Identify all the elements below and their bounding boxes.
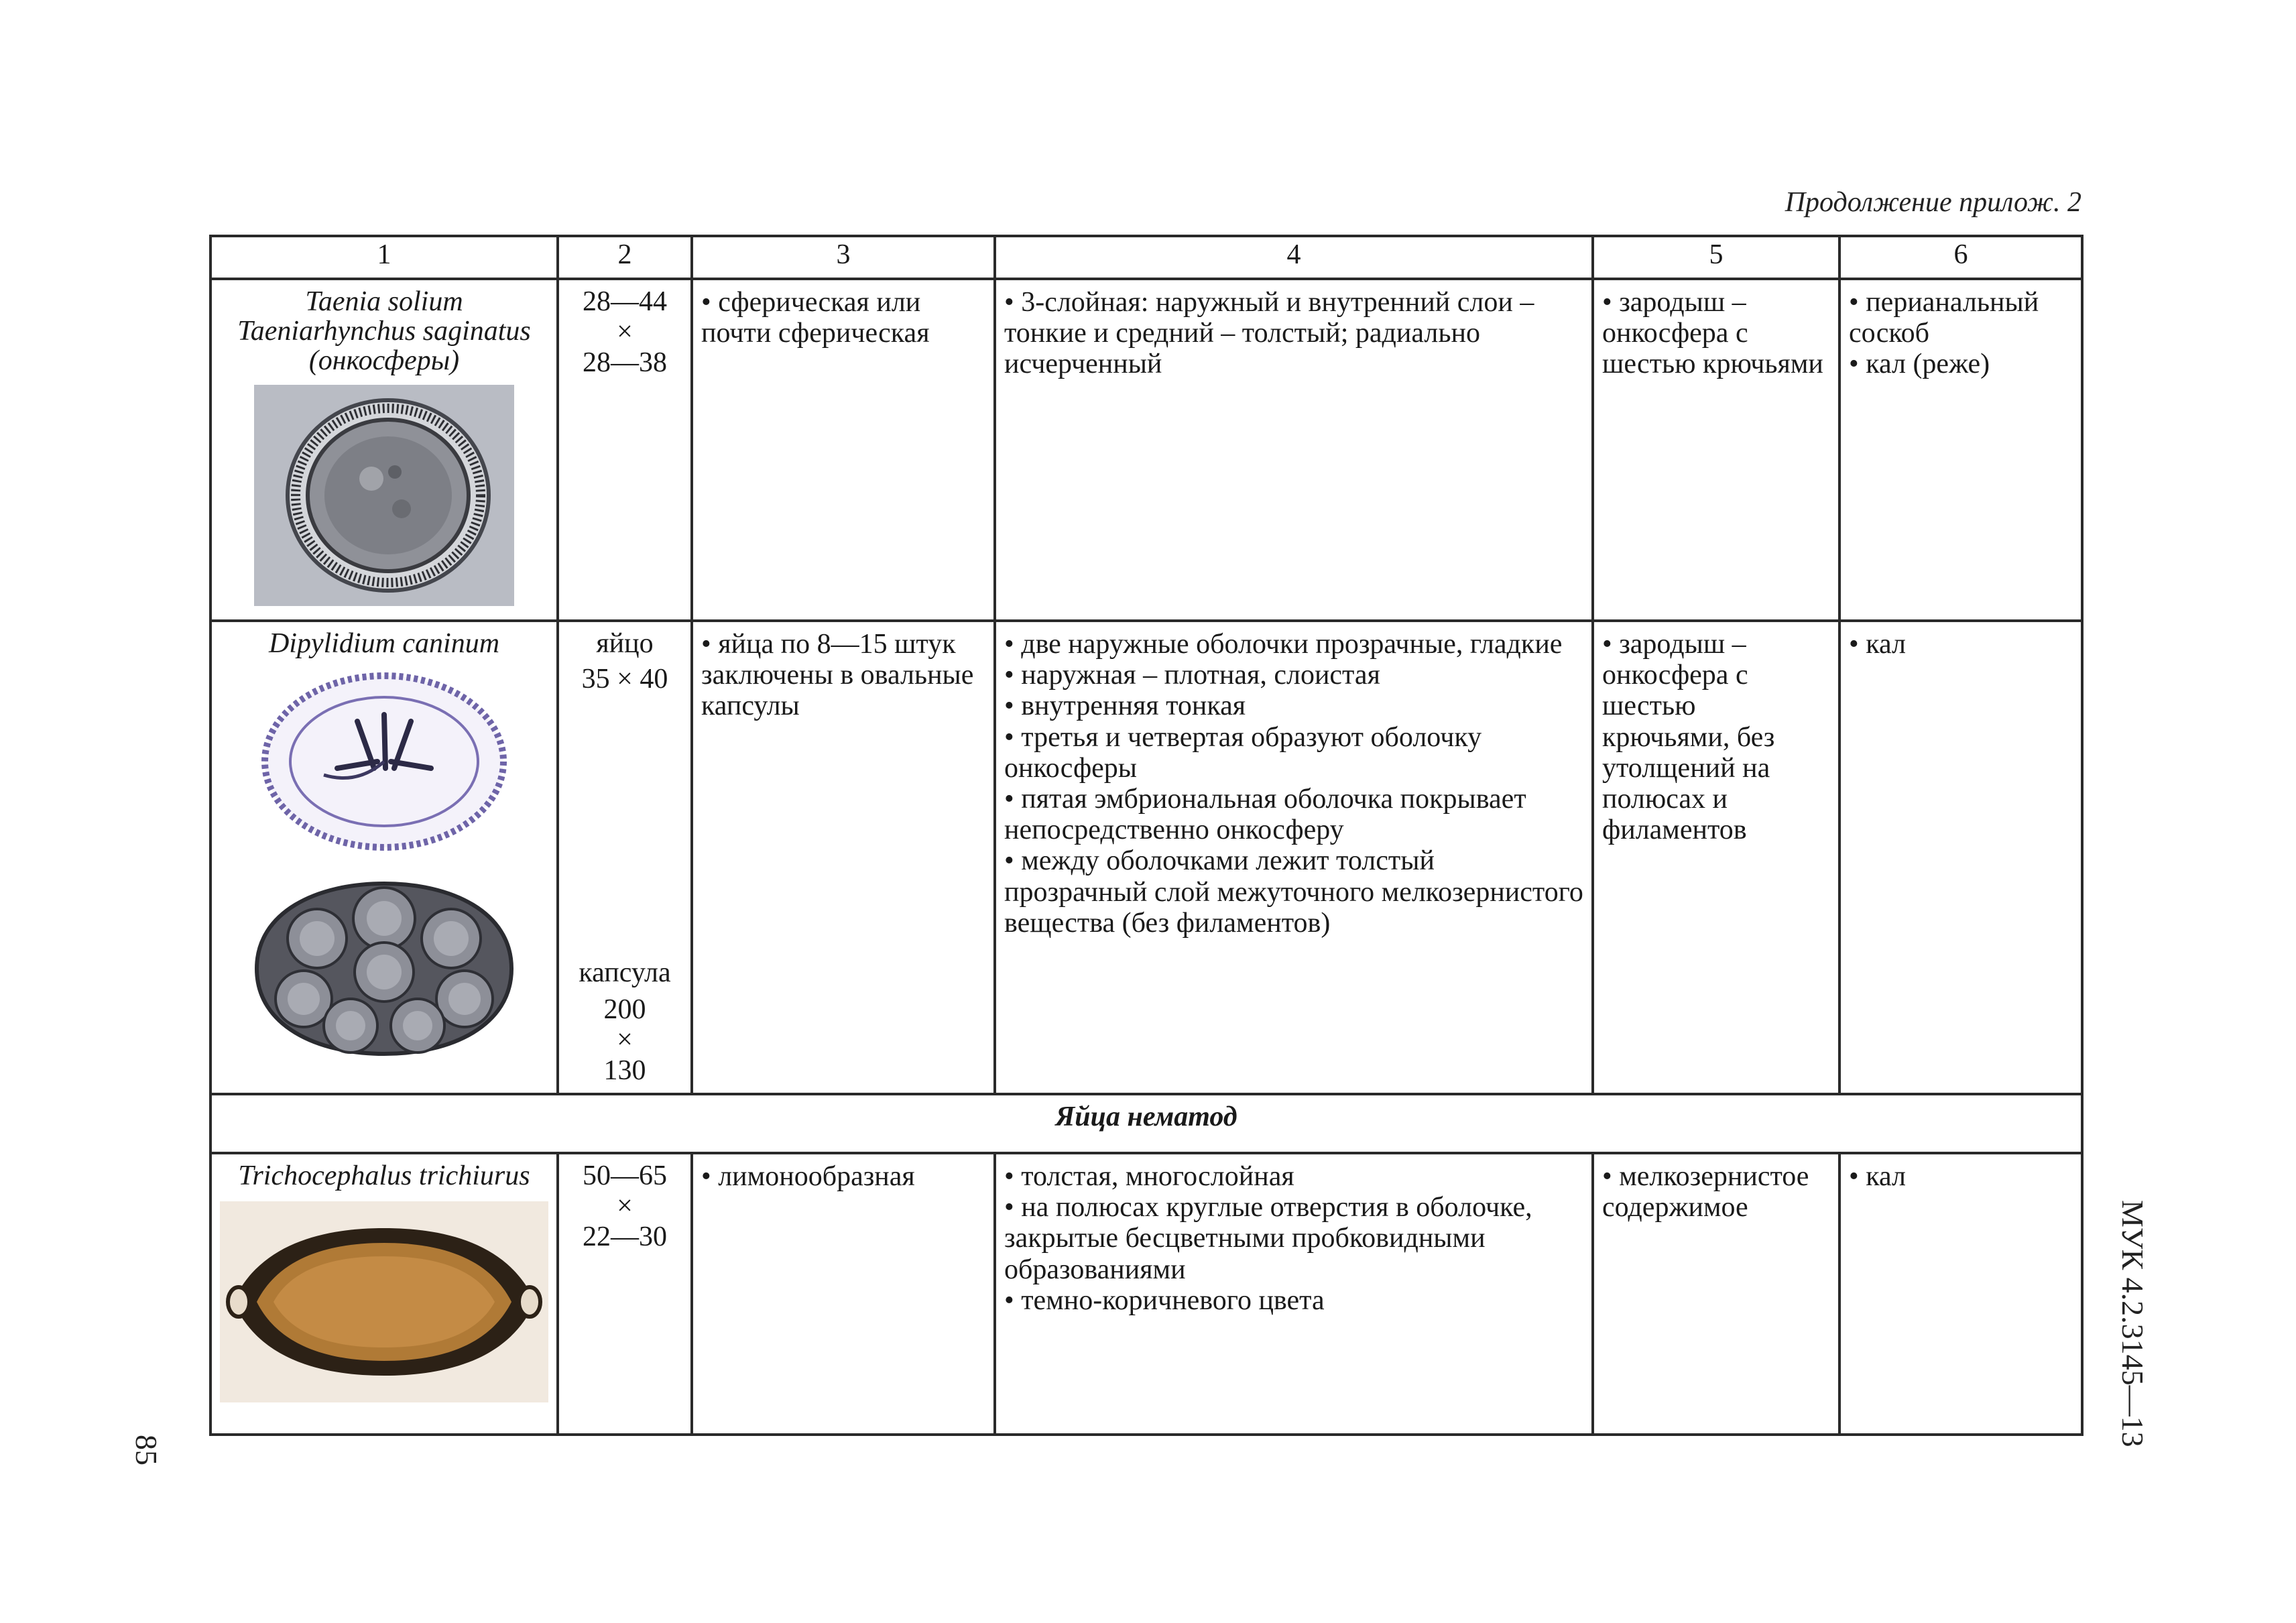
size-capsule-value: 130 <box>603 1055 646 1086</box>
species-name: Taeniarhynchus saginatus <box>237 316 531 347</box>
material-cell <box>1839 1153 2082 1435</box>
shape-cell <box>692 1153 995 1435</box>
header-cell-5: 5 <box>1593 236 1839 279</box>
species-cell <box>210 1153 558 1435</box>
species-name: Taenia solium <box>305 286 463 317</box>
header-row <box>210 236 2082 279</box>
shell-item: • третья и четвертая образуют оболочку онкосферы <box>1004 721 1482 784</box>
size-cell <box>558 279 692 621</box>
header-cell-1: 1 <box>210 236 558 279</box>
shell-item: • между оболочками лежит толстый прозрачный слой межуточного мелкозернистого вещества (без филаментов) <box>1004 845 1583 939</box>
page-number: 85 <box>129 1435 164 1465</box>
size-cell <box>558 1153 692 1435</box>
content-item: • зародыш – онкосфера с шестью крючьями, без утолщений на полюсах и филаментов <box>1602 629 1775 846</box>
content-cell <box>1593 1153 1839 1435</box>
trichocephalus-egg-micrograph <box>220 1201 548 1402</box>
parasite-eggs-table <box>209 235 2083 1436</box>
material-cell <box>1839 279 2082 621</box>
document-code: МУК 4.2.3145—13 <box>2116 1200 2150 1447</box>
size-value: 50—65 <box>583 1160 667 1191</box>
size-capsule-label: капсула <box>579 957 671 988</box>
content-cell <box>1593 621 1839 1094</box>
size-value: 22—30 <box>583 1221 667 1252</box>
shape-item: • яйца по 8—15 штук заключены в овальные капсулы <box>701 629 974 722</box>
size-cell <box>558 621 692 1094</box>
content-item: • зародыш – онкосфера с шестью крючьями <box>1602 287 1823 380</box>
shell-cell <box>995 621 1593 1094</box>
size-value: 28—44 <box>583 286 667 317</box>
header-cell-4: 4 <box>995 236 1593 279</box>
material-item: • кал <box>1849 1161 1906 1192</box>
size-value: 28—38 <box>583 347 667 378</box>
shape-cell <box>692 279 995 621</box>
continuation-label: Продолжение прилож. 2 <box>1785 187 2081 218</box>
size-times: × <box>617 1191 633 1222</box>
table-row <box>210 621 2082 1094</box>
shape-item: • сферическая или почти сферическая <box>701 287 930 349</box>
size-times: × <box>617 1024 633 1056</box>
shell-cell <box>995 279 1593 621</box>
shell-item: • толстая, многослойная <box>1004 1161 1294 1192</box>
shape-cell <box>692 621 995 1094</box>
table-row <box>210 279 2082 621</box>
taenia-oncosphere-micrograph <box>254 385 514 606</box>
shell-item: • две наружные оболочки прозрачные, гладкие <box>1004 629 1563 660</box>
dipylidium-egg-illustration <box>257 668 511 855</box>
material-item: • перианальный соскоб <box>1849 287 2039 349</box>
species-cell <box>210 621 558 1094</box>
shell-item: • темно-коричневого цвета <box>1004 1284 1325 1316</box>
species-name: Trichocephalus trichiurus <box>238 1160 530 1191</box>
material-cell <box>1839 621 2082 1094</box>
material-item: • кал <box>1849 629 1906 660</box>
species-stage: (онкосферы) <box>308 345 460 377</box>
size-times: × <box>617 316 633 348</box>
header-cell-3: 3 <box>692 236 995 279</box>
species-name: Dipylidium caninum <box>268 628 500 659</box>
dipylidium-capsule-illustration <box>243 871 525 1066</box>
shell-cell <box>995 1153 1593 1435</box>
header-cell-6: 6 <box>1839 236 2082 279</box>
shape-item: • лимонообразная <box>701 1161 915 1192</box>
section-title: Яйца нематод <box>210 1094 2082 1153</box>
size-egg-label: яйцо <box>596 628 654 659</box>
size-capsule-value: 200 <box>603 994 646 1025</box>
table-row <box>210 1153 2082 1435</box>
section-row <box>210 1094 2082 1153</box>
shell-item: • пятая эмбриональная оболочка покрывает непосредственно онкосферу <box>1004 783 1526 846</box>
header-cell-2: 2 <box>558 236 692 279</box>
shell-item: • на полюсах круглые отверстия в оболочке, закрытые бесцветными пробковидными образованиями <box>1004 1192 1532 1285</box>
size-egg-value: 35 × 40 <box>581 664 668 695</box>
shell-item: • внутренняя тонкая <box>1004 690 1246 722</box>
shell-item: • наружная – плотная, слоистая <box>1004 660 1380 691</box>
material-item: • кал (реже) <box>1849 349 1990 380</box>
shell-item: • 3-слойная: наружный и внутренний слои – тонкие и средний – толстый; радиально исчерченный <box>1004 287 1534 380</box>
content-cell <box>1593 279 1839 621</box>
species-cell <box>210 279 558 621</box>
content-item: • мелкозернистое содержимое <box>1602 1161 1809 1223</box>
